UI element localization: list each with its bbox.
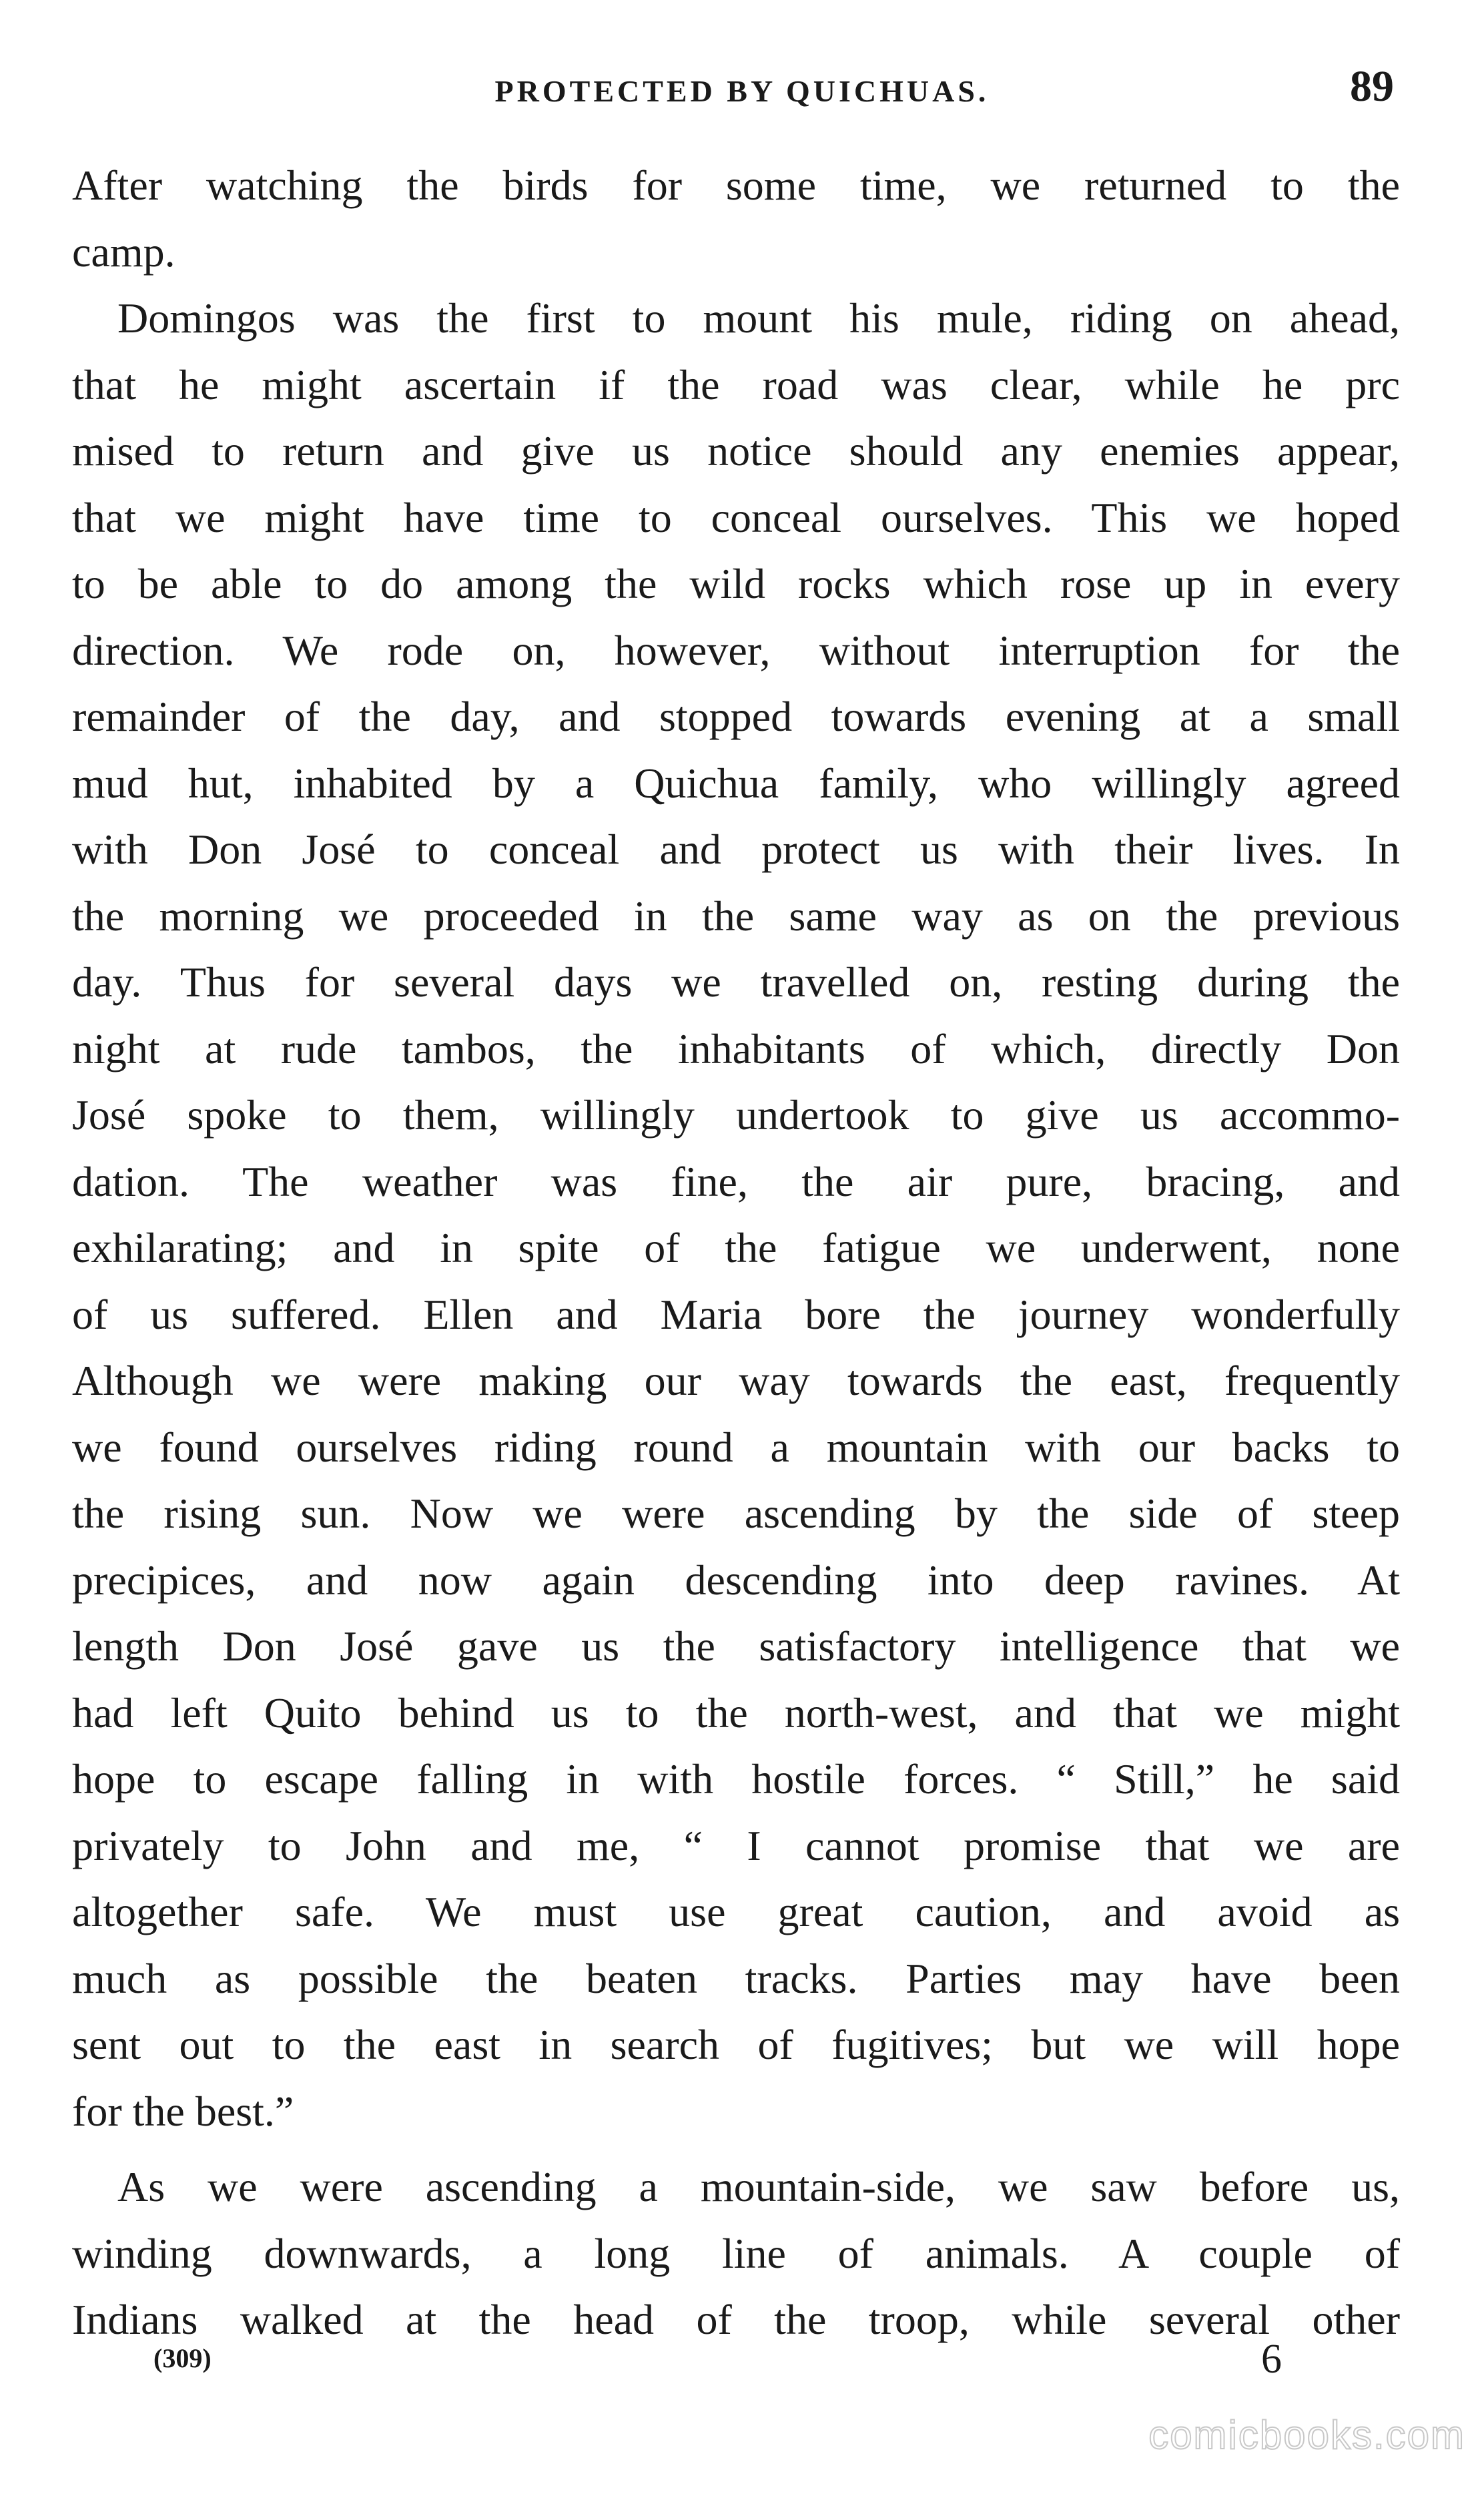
text-line: After watching the birds for some time, we returned to the (72, 162, 1400, 209)
text-line: of us suffered. Ellen and Maria bore the journey wonderfully (72, 1290, 1400, 1338)
running-header (0, 61, 1484, 115)
text-line: remainder of the day, and stopped towards evening at a small (72, 693, 1400, 740)
text-line: the morning we proceeded in the same way as on the previous (72, 892, 1400, 940)
text-line: Although we were making our way towards the east, frequently (72, 1357, 1400, 1404)
text-line: to be able to do among the wild rocks which rose up in every (72, 560, 1400, 607)
text-line: that he might ascertain if the road was clear, while he prc (72, 360, 1400, 408)
text-line: mised to return and give us notice should any enemies appear, (72, 427, 1400, 475)
text-line: Indians walked at the head of the troop, while several other (72, 2296, 1400, 2343)
text-line: As we were ascending a mountain-side, we saw before us, (117, 2163, 1400, 2210)
text-line: hope to escape falling in with hostile forces. “ Still,” he said (72, 1755, 1400, 1803)
text-line: precipices, and now again descending into deep ravines. At (72, 1556, 1400, 1604)
text-line: José spoke to them, willingly undertook to give us accommo- (72, 1091, 1400, 1139)
text-line: with Don José to conceal and protect us with their lives. In (72, 826, 1400, 873)
text-line: the rising sun. Now we were ascending by the side of steep (72, 1490, 1400, 1537)
text-line: altogether safe. We must use great caution, and avoid as (72, 1888, 1400, 1935)
running-title: PROTECTED BY QUICHUAS. (494, 74, 990, 108)
page-footer (0, 2336, 1484, 2396)
text-line: camp. (72, 228, 175, 276)
text-line: night at rude tambos, the inhabitants of which, directly Don (72, 1024, 1400, 1072)
paragraph-gap (72, 2144, 1400, 2154)
text-line: mud hut, inhabited by a Quichua family, who willingly agreed (72, 759, 1400, 807)
text-line: privately to John and me, “ I cannot promise that we are (72, 1821, 1400, 1869)
signature-number: 6 (1261, 2336, 1282, 2382)
text-line: for the best.” (72, 2087, 294, 2135)
signature-mark: (309) (153, 2343, 212, 2373)
text-line: that we might have time to conceal ourselves. This we hoped (72, 493, 1400, 541)
text-line: exhilarating; and in spite of the fatigue we underwent, none (72, 1224, 1400, 1271)
text-line: winding downwards, a long line of animals. A couple of (72, 2229, 1400, 2277)
text-line: dation. The weather was fine, the air pure, bracing, and (72, 1157, 1400, 1205)
body-text (72, 152, 1400, 2353)
text-line: sent out to the east in search of fugitives; but we will hope (72, 2021, 1400, 2068)
text-line: direction. We rode on, however, without interruption for the (72, 626, 1400, 674)
text-line: much as possible the beaten tracks. Parties may have been (72, 1954, 1400, 2002)
text-line: Domingos was the first to mount his mule, riding on ahead, (117, 294, 1400, 342)
text-line: length Don José gave us the satisfactory intelligence that we (72, 1622, 1400, 1670)
watermark: comicbooks.com (1148, 2413, 1465, 2457)
text-line: we found ourselves riding round a mountain with our backs to (72, 1423, 1400, 1471)
text-line: day. Thus for several days we travelled on, resting during the (72, 958, 1400, 1006)
text-line: had left Quito behind us to the north-west, and that we might (72, 1688, 1400, 1737)
page-number: 89 (1350, 62, 1394, 111)
